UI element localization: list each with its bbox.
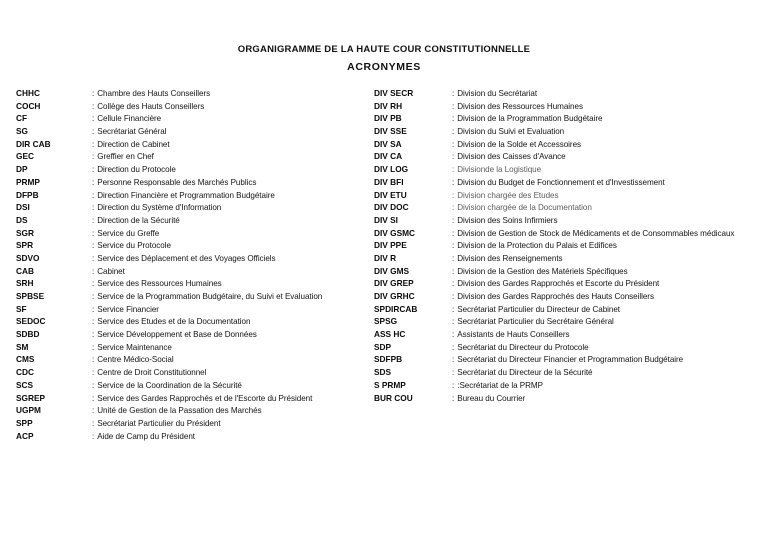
acronym-abbr: UGPM [16, 405, 41, 416]
acronym-definition: Division de Gestion de Stock de Médicaments et de Consommables médicaux [457, 228, 735, 238]
acronym-separator: : [452, 279, 455, 289]
acronym-row [374, 191, 766, 200]
acronym-row [16, 102, 374, 111]
acronym-row [16, 152, 374, 161]
acronym-definition: Division du Secrétariat [457, 89, 538, 98]
acronym-abbr: DIV DOC [374, 202, 409, 213]
acronym-row [16, 216, 374, 225]
acronym-abbr: DS [16, 214, 28, 225]
acronym-abbr: CAB [16, 265, 34, 276]
acronym-abbr: SPP [16, 417, 33, 428]
acronym-separator: : [92, 114, 95, 124]
acronym-row [374, 89, 766, 98]
acronym-abbr: CHHC [16, 88, 40, 98]
acronym-separator: : [452, 355, 455, 365]
acronym-row [16, 89, 374, 98]
acronym-separator: : [92, 292, 95, 301]
acronym-abbr: SM [16, 341, 29, 352]
acronym-definition: Service des Gardes Rapprochés et de l'Escorte du Président [97, 393, 313, 403]
acronym-abbr: BUR COU [374, 392, 413, 403]
acronym-separator: : [92, 317, 95, 327]
acronym-abbr: SDFPB [374, 354, 403, 365]
acronym-row [374, 140, 766, 149]
acronym-separator: : [452, 177, 455, 187]
acronym-abbr: CMS [16, 354, 35, 365]
acronym-abbr: DIV ETU [374, 189, 407, 200]
acronym-separator: : [92, 368, 95, 378]
acronym-separator: : [452, 342, 455, 352]
acronym-abbr: DIR CAB [16, 138, 51, 149]
acronym-definition: Secrétariat Particulier du Président [97, 418, 221, 428]
acronym-separator: : [452, 165, 455, 175]
acronym-separator: : [92, 127, 95, 137]
acronym-separator: : [92, 304, 95, 314]
acronym-separator: : [452, 215, 455, 225]
acronym-abbr: SCS [16, 379, 34, 390]
acronym-row [16, 114, 374, 123]
acronym-abbr: SDVO [16, 252, 40, 263]
acronym-row [374, 292, 766, 301]
acronym-separator: : [452, 330, 455, 340]
acronym-row [374, 165, 766, 174]
acronym-abbr: SPBSE [16, 291, 45, 301]
acronym-definition: Direction de Cabinet [97, 139, 170, 149]
acronym-separator: : [452, 266, 455, 276]
acronym-separator: : [92, 253, 95, 263]
acronym-definition: Service de la Programmation Budgétaire, du Suivi et Evaluation [97, 292, 323, 301]
acronym-definition: Division des Ressources Humaines [457, 101, 583, 111]
acronym-separator: : [452, 380, 455, 390]
acronym-row [16, 317, 374, 326]
acronym-abbr: DIV PB [374, 113, 402, 124]
acronym-separator: : [92, 342, 95, 352]
acronym-definition: Division des Gardes Rapprochés et Escorte du Président [457, 279, 660, 289]
acronym-definition: Personne Responsable des Marchés Publics [97, 177, 257, 187]
acronym-separator: : [92, 190, 95, 200]
title-block [0, 0, 768, 73]
acronym-definition: Collège des Hauts Conseillers [97, 101, 205, 111]
acronym-abbr: DIV SA [374, 138, 402, 149]
acronym-row [374, 114, 766, 123]
acronym-separator: : [452, 317, 455, 327]
acronym-row [374, 102, 766, 111]
acronym-abbr: SF [16, 303, 27, 314]
acronym-separator: : [452, 152, 455, 162]
acronym-row [16, 254, 374, 263]
acronym-separator: : [92, 152, 95, 162]
acronym-definition: Cabinet [97, 266, 125, 276]
acronym-row [374, 394, 766, 403]
acronym-list-right [374, 89, 766, 406]
acronym-abbr: SRH [16, 278, 34, 289]
acronym-row [16, 191, 374, 200]
acronym-row [16, 140, 374, 149]
acronym-separator: : [92, 380, 95, 390]
acronym-abbr: SPDIRCAB [374, 303, 418, 314]
acronym-abbr: GEC [16, 151, 34, 162]
acronym-separator: : [452, 101, 455, 111]
acronym-definition: Secrétariat Général [97, 127, 167, 137]
acronym-abbr: PRMP [16, 176, 40, 187]
acronym-definition: Bureau du Courrier [457, 393, 526, 403]
acronym-abbr: SGREP [16, 392, 46, 403]
acronym-row [374, 355, 766, 364]
acronym-separator: : [452, 203, 455, 213]
acronym-row [16, 394, 374, 403]
acronym-abbr: SDS [374, 367, 392, 378]
acronym-row [16, 368, 374, 377]
acronym-definition: Service des Ressources Humaines [97, 279, 222, 289]
acronym-abbr: DP [16, 164, 28, 175]
acronym-row [16, 406, 374, 415]
acronym-abbr: SPSG [374, 316, 398, 327]
acronym-row [374, 178, 766, 187]
acronym-abbr: CDC [16, 367, 34, 378]
acronym-separator: : [452, 292, 455, 301]
acronym-row [374, 381, 766, 390]
acronym-separator: : [452, 127, 455, 137]
acronym-definition: Division chargée des Etudes [457, 190, 559, 200]
acronym-row [16, 432, 374, 441]
acronym-row [16, 267, 374, 276]
acronym-row [16, 165, 374, 174]
acronym-list-left [16, 89, 374, 444]
acronym-abbr: SG [16, 126, 28, 137]
acronym-row [16, 355, 374, 364]
acronym-definition: Division des Renseignements [457, 253, 563, 263]
acronym-separator: : [92, 165, 95, 175]
acronym-definition: Division des Caisses d'Avance [457, 152, 566, 162]
acronym-row [374, 279, 766, 288]
acronym-abbr: SGR [16, 227, 34, 238]
acronym-abbr: DIV GSMC [374, 227, 416, 238]
acronym-separator: : [92, 101, 95, 111]
acronym-row [16, 419, 374, 428]
acronym-row [374, 317, 766, 326]
acronym-row [374, 152, 766, 161]
acronym-separator: : [92, 89, 95, 98]
acronym-row [374, 203, 766, 212]
acronym-row [16, 229, 374, 238]
acronym-abbr: COCH [16, 100, 41, 111]
acronym-definition: Centre Médico-Social [97, 355, 174, 365]
acronym-separator: : [92, 330, 95, 340]
acronym-separator: : [452, 114, 455, 124]
acronym-definition: Cellule Financière [97, 114, 162, 124]
acronym-abbr: DIV RH [374, 100, 403, 111]
acronym-separator: : [92, 203, 95, 213]
acronym-row [16, 279, 374, 288]
acronym-definition: Service Développement et Base de Données [97, 330, 257, 340]
acronym-definition: Direction du Protocole [97, 165, 176, 175]
acronym-row [16, 381, 374, 390]
acronym-abbr: DIV LOG [374, 164, 409, 175]
acronym-separator: : [92, 241, 95, 251]
acronym-separator: : [92, 393, 95, 403]
acronym-separator: : [452, 89, 455, 98]
acronym-separator: : [452, 190, 455, 200]
acronym-abbr: S PRMP [374, 379, 406, 390]
acronym-abbr: SPR [16, 240, 34, 251]
acronym-abbr: DIV GRHC [374, 291, 415, 301]
acronym-definition: Divisionde la Logistique [457, 165, 542, 175]
acronym-definition: Division du Suivi et Evaluation [457, 127, 565, 137]
acronym-row [374, 343, 766, 352]
acronym-definition: Chambre des Hauts Conseillers [97, 89, 211, 98]
acronym-separator: : [92, 355, 95, 365]
acronym-abbr: DFPB [16, 189, 39, 200]
acronym-abbr: CF [16, 113, 28, 124]
acronym-definition: Division de la Solde et Accessoires [457, 139, 582, 149]
acronym-separator: : [452, 253, 455, 263]
acronym-definition: Division du Budget de Fonctionnement et d'Investissement [457, 177, 665, 187]
acronym-abbr: DIV GREP [374, 278, 414, 289]
acronym-row [374, 216, 766, 225]
acronym-abbr: DIV R [374, 252, 397, 263]
acronym-definition: Secrétariat Particulier du Secrétaire Général [457, 317, 614, 327]
acronym-abbr: ASS HC [374, 329, 406, 340]
acronym-separator: : [452, 368, 455, 378]
acronym-separator: : [92, 406, 95, 416]
acronym-definition: Division de la Protection du Palais et Edifices [457, 241, 617, 251]
acronym-separator: : [92, 177, 95, 187]
acronym-row [374, 267, 766, 276]
acronym-definition: :Secrétariat de la PRMP [457, 380, 543, 390]
acronym-row [374, 241, 766, 250]
acronym-definition: Division des Soins Infirmiers [457, 215, 558, 225]
acronym-separator: : [92, 215, 95, 225]
acronym-definition: Service de la Coordination de la Sécurité [97, 380, 242, 390]
acronym-row [374, 254, 766, 263]
acronym-separator: : [452, 139, 455, 149]
acronym-definition: Secrétariat Particulier du Directeur de Cabinet [457, 304, 621, 314]
acronym-row [16, 343, 374, 352]
acronym-definition: Secrétariat du Directeur Financier et Programmation Budgétaire [457, 355, 684, 365]
acronym-definition: Greffier en Chef [97, 152, 154, 162]
acronym-definition: Direction de la Sécurité [97, 215, 180, 225]
acronym-abbr: SEDOC [16, 316, 46, 327]
acronym-separator: : [452, 304, 455, 314]
acronym-separator: : [92, 418, 95, 428]
acronym-definition: Centre de Droit Constitutionnel [97, 368, 207, 378]
acronym-abbr: DIV BFI [374, 176, 404, 187]
acronym-abbr: DIV SSE [374, 126, 407, 137]
acronym-definition: Service des Déplacement et des Voyages Officiels [97, 253, 276, 263]
acronym-separator: : [92, 279, 95, 289]
acronym-abbr: DIV GMS [374, 265, 410, 276]
acronym-definition: Service du Protocole [97, 241, 171, 251]
acronym-row [16, 127, 374, 136]
acronym-abbr: DSI [16, 202, 30, 213]
acronym-definition: Secrétariat du Directeur du Protocole [457, 342, 589, 352]
acronym-row [16, 330, 374, 339]
acronym-row [374, 305, 766, 314]
acronym-separator: : [92, 228, 95, 238]
acronym-row [16, 241, 374, 250]
acronym-abbr: SDBD [16, 329, 40, 340]
acronym-separator: : [92, 266, 95, 276]
acronym-row [16, 203, 374, 212]
acronym-separator: : [92, 431, 95, 441]
acronym-definition: Division chargée de la Documentation [457, 203, 592, 213]
acronym-row [374, 127, 766, 136]
acronym-separator: : [452, 241, 455, 251]
acronym-abbr: SDP [374, 341, 392, 352]
acronym-definition: Division des Gardes Rapprochés des Hauts Conseillers [457, 292, 654, 301]
acronym-abbr: DIV SECR [374, 88, 414, 98]
acronym-definition: Service des Etudes et de la Documentation [97, 317, 251, 327]
acronym-separator: : [92, 139, 95, 149]
acronym-definition: Direction Financière et Programmation Budgétaire [97, 190, 275, 200]
acronym-definition: Unité de Gestion de la Passation des Marchés [97, 406, 262, 416]
acronym-abbr: ACP [16, 430, 34, 441]
acronym-row [16, 292, 374, 301]
acronym-definition: Direction du Système d'Information [97, 203, 222, 213]
acronym-abbr: DIV PPE [374, 240, 407, 251]
acronym-separator: : [452, 393, 455, 403]
acronym-row [374, 229, 766, 238]
acronym-row [374, 330, 766, 339]
acronym-definition: Secrétariat du Directeur de la Sécurité [457, 368, 593, 378]
acronym-separator: : [452, 228, 455, 238]
acronym-row [374, 368, 766, 377]
acronym-definition: Service du Greffe [97, 228, 160, 238]
acronym-definition: Service Financier [97, 304, 159, 314]
acronym-definition: Aide de Camp du Président [97, 431, 195, 441]
acronym-definition: Division de la Programmation Budgétaire [457, 114, 603, 124]
acronym-abbr: DIV CA [374, 151, 403, 162]
acronym-definition: Assistants de Hauts Conseillers [457, 330, 570, 340]
acronym-columns [0, 89, 768, 444]
acronym-abbr: DIV SI [374, 214, 398, 225]
acronym-definition: Service Maintenance [97, 342, 172, 352]
acronym-row [16, 305, 374, 314]
acronym-definition: Division de la Gestion des Matériels Spécifiques [457, 266, 628, 276]
acronym-row [16, 178, 374, 187]
page-subtitle: ACRONYMES [347, 61, 421, 73]
page-title: ORGANIGRAMME DE LA HAUTE COUR CONSTITUTIONNELLE [237, 44, 531, 55]
